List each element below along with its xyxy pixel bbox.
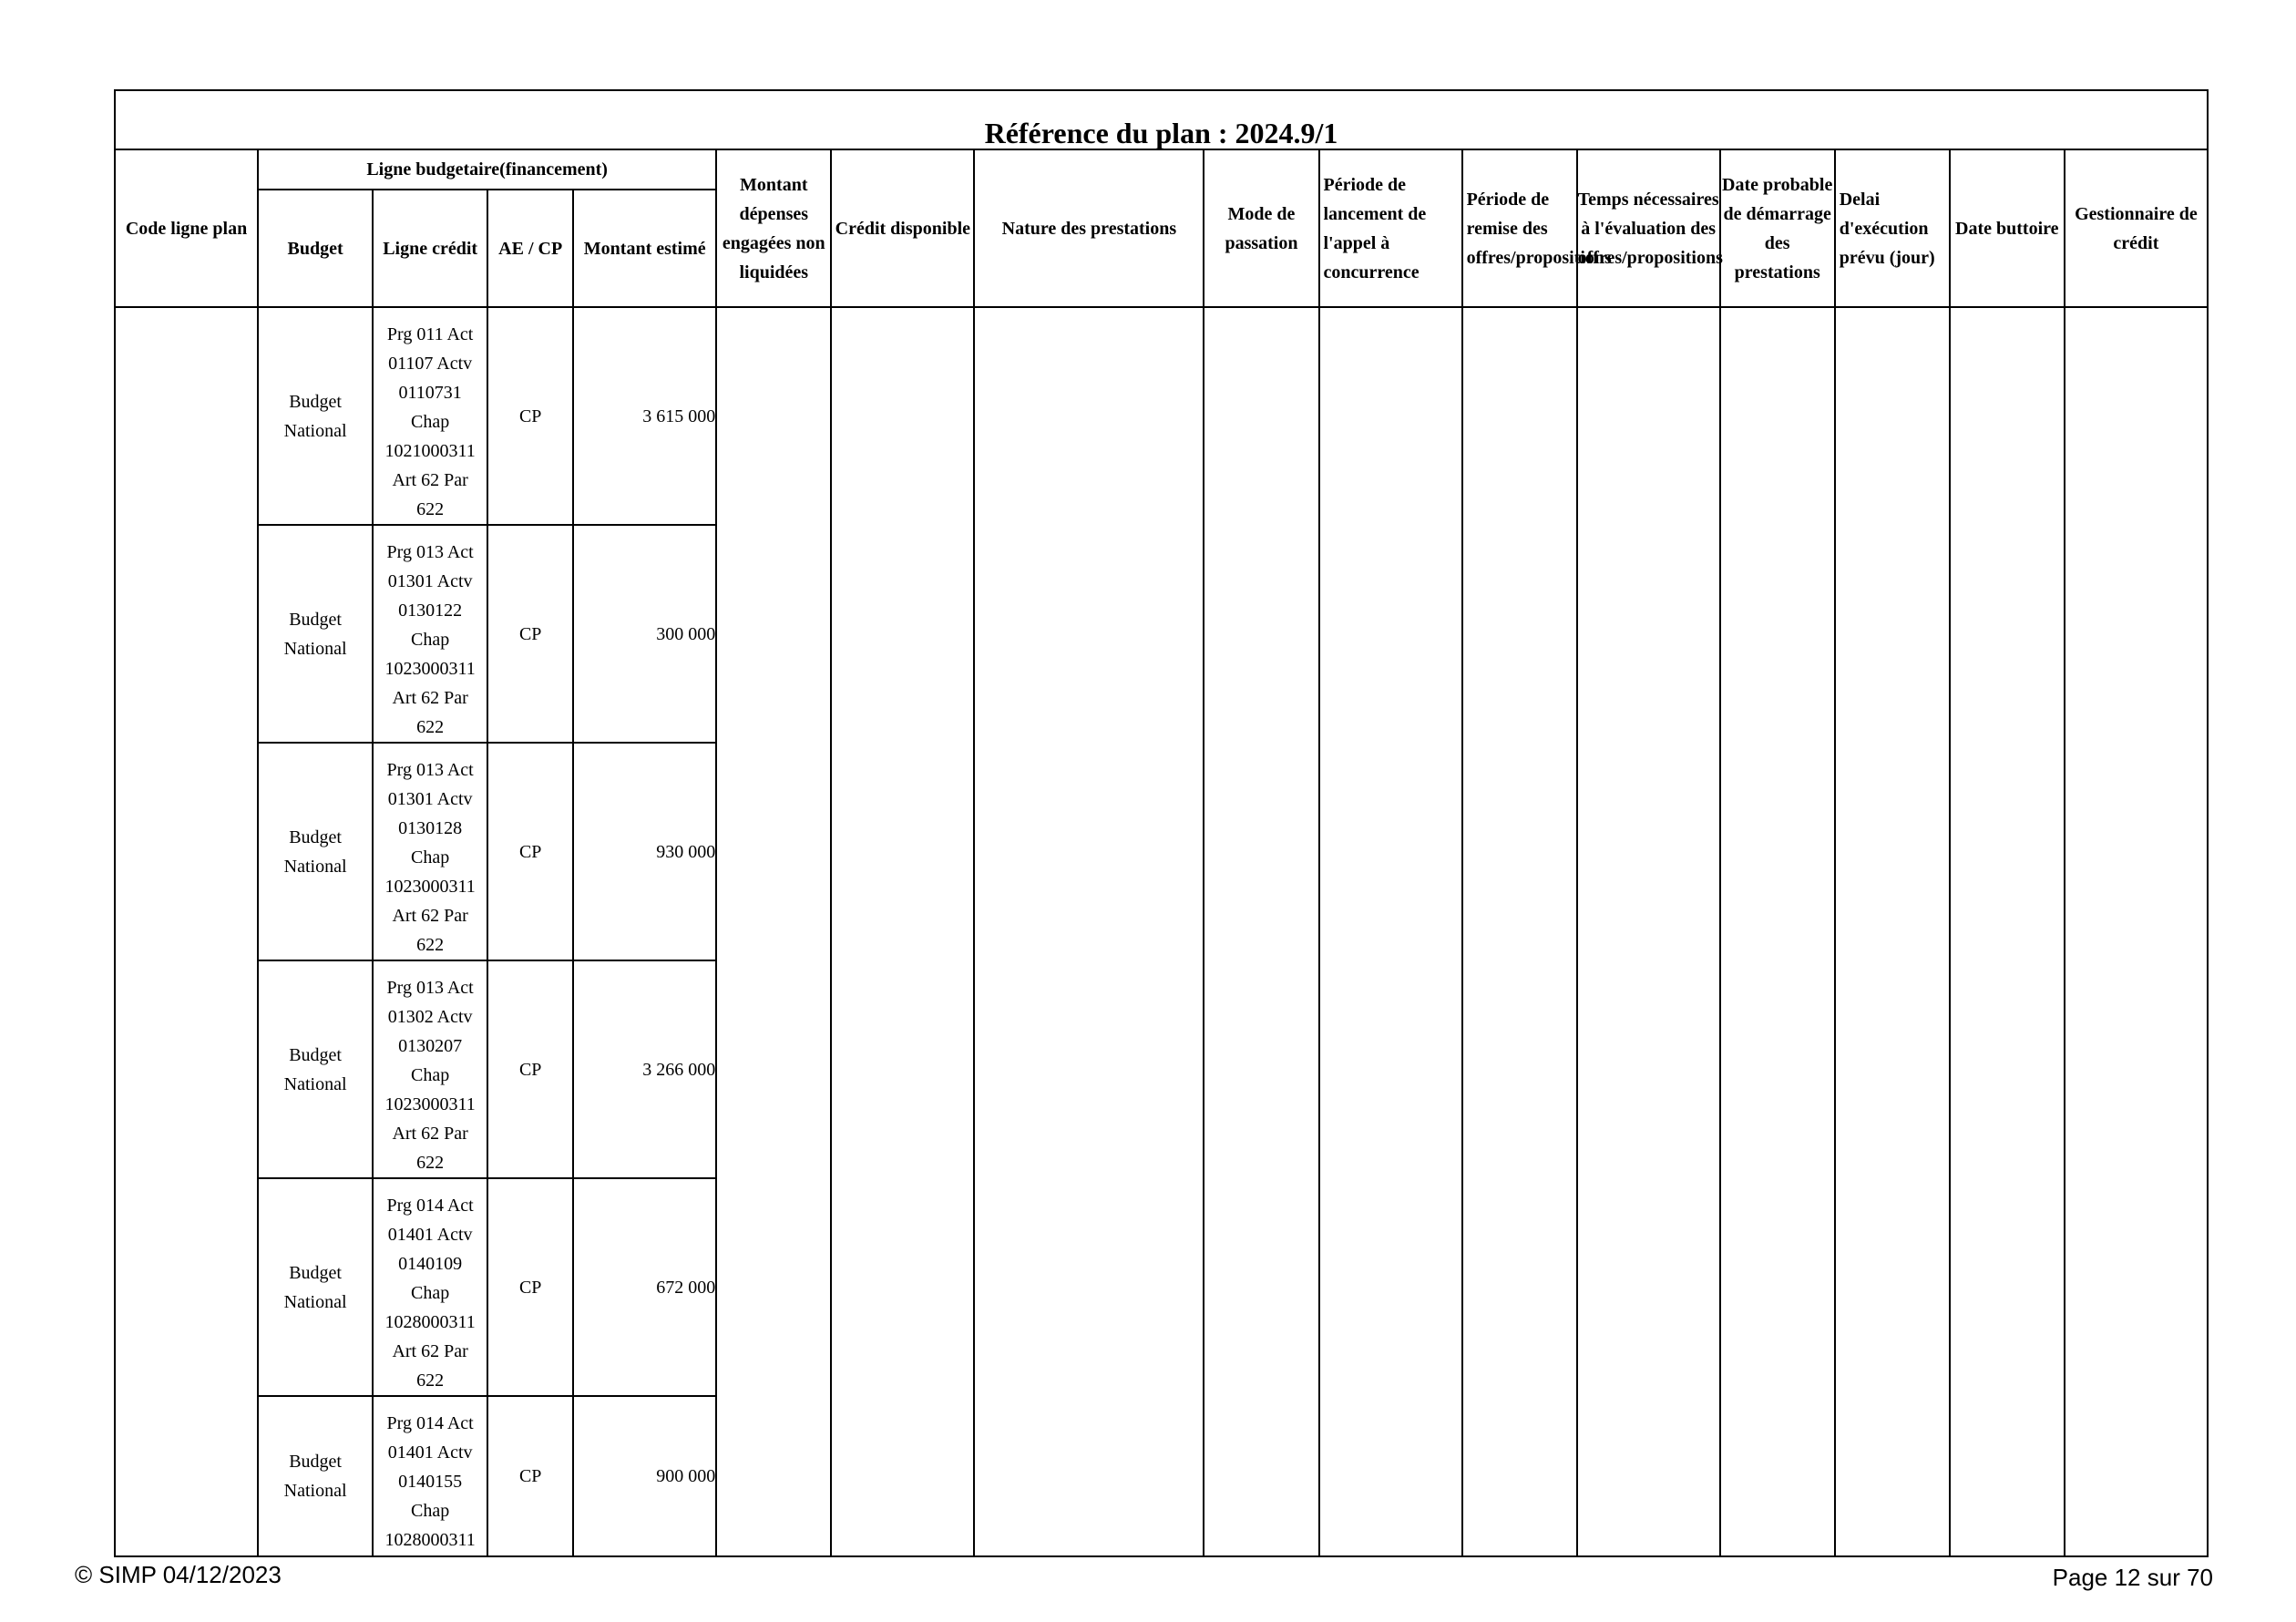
header-gestionnaire-credit: Gestionnaire de crédit (2065, 149, 2208, 307)
header-periode-remise: Période de remise des offres/propositions (1462, 149, 1577, 307)
header-code-ligne-plan: Code ligne plan (115, 149, 258, 307)
periode-lancement-cell (1319, 307, 1462, 1556)
table-row (115, 307, 2208, 525)
budget-cell: Budget National (258, 525, 373, 743)
nature-prestations-cell (974, 307, 1204, 1556)
plan-reference-title: Référence du plan : 2024.9/1 (115, 90, 2208, 149)
header-date-demarrage: Date probable de démarrage des prestations (1720, 149, 1835, 307)
header-date-buttoire: Date buttoire (1950, 149, 2065, 307)
montant-estime-cell: 3 615 000 (573, 307, 716, 525)
header-credit-disponible: Crédit disponible (831, 149, 974, 307)
footer-copyright: © SIMP 04/12/2023 (75, 1561, 282, 1588)
ligne-credit-cell: Prg 014 Act 01401 Actv 0140109 Chap 1028000311 Art 62 Par 622 (373, 1178, 487, 1396)
montant-estime-cell: 900 000 (573, 1396, 716, 1556)
budget-cell: Budget National (258, 743, 373, 960)
header-temps-evaluation: Temps nécessaires à l'évaluation des offres/propositions (1577, 149, 1720, 307)
header-budget: Budget (258, 190, 373, 307)
ae-cp-cell: CP (487, 525, 573, 743)
header-delai-execution: Delai d'exécution prévu (jour) (1835, 149, 1950, 307)
ae-cp-cell: CP (487, 960, 573, 1178)
header-ligne-credit: Ligne crédit (373, 190, 487, 307)
ligne-credit-cell: Prg 014 Act 01401 Actv 0140155 Chap 1028000311 (373, 1396, 487, 1556)
credit-disponible-cell (831, 307, 974, 1556)
gestionnaire-credit-cell (2065, 307, 2208, 1556)
procurement-plan-table (114, 89, 2209, 1557)
budget-cell: Budget National (258, 1396, 373, 1556)
budget-cell: Budget National (258, 307, 373, 525)
budget-cell: Budget National (258, 960, 373, 1178)
montant-estime-cell: 672 000 (573, 1178, 716, 1396)
mode-passation-cell (1204, 307, 1318, 1556)
temps-evaluation-cell (1577, 307, 1720, 1556)
header-montant-estime: Montant estimé (573, 190, 716, 307)
header-ae-cp: AE / CP (487, 190, 573, 307)
ligne-credit-cell: Prg 013 Act 01301 Actv 0130122 Chap 1023000311 Art 62 Par 622 (373, 525, 487, 743)
header-nature-prestations: Nature des prestations (974, 149, 1204, 307)
ae-cp-cell: CP (487, 1178, 573, 1396)
ligne-credit-cell: Prg 011 Act 01107 Actv 0110731 Chap 1021000311 Art 62 Par 622 (373, 307, 487, 525)
footer-page-number: Page 12 sur 70 (2052, 1564, 2213, 1591)
montant-depenses-cell (716, 307, 831, 1556)
header-montant-depenses: Montant dépenses engagées non liquidées (716, 149, 831, 307)
header-mode-passation: Mode de passation (1204, 149, 1318, 307)
ae-cp-cell: CP (487, 743, 573, 960)
ligne-credit-cell: Prg 013 Act 01302 Actv 0130207 Chap 1023000311 Art 62 Par 622 (373, 960, 487, 1178)
delai-execution-cell (1835, 307, 1950, 1556)
header-ligne-budgetaire: Ligne budgetaire(financement) (258, 149, 716, 190)
date-buttoire-cell (1950, 307, 2065, 1556)
ae-cp-cell: CP (487, 1396, 573, 1556)
montant-estime-cell: 930 000 (573, 743, 716, 960)
header-periode-lancement: Période de lancement de l'appel à concurrence (1319, 149, 1462, 307)
budget-cell: Budget National (258, 1178, 373, 1396)
montant-estime-cell: 3 266 000 (573, 960, 716, 1178)
ae-cp-cell: CP (487, 307, 573, 525)
date-demarrage-cell (1720, 307, 1835, 1556)
ligne-credit-cell: Prg 013 Act 01301 Actv 0130128 Chap 1023000311 Art 62 Par 622 (373, 743, 487, 960)
montant-estime-cell: 300 000 (573, 525, 716, 743)
code-ligne-plan-cell (115, 307, 258, 1556)
periode-remise-cell (1462, 307, 1577, 1556)
